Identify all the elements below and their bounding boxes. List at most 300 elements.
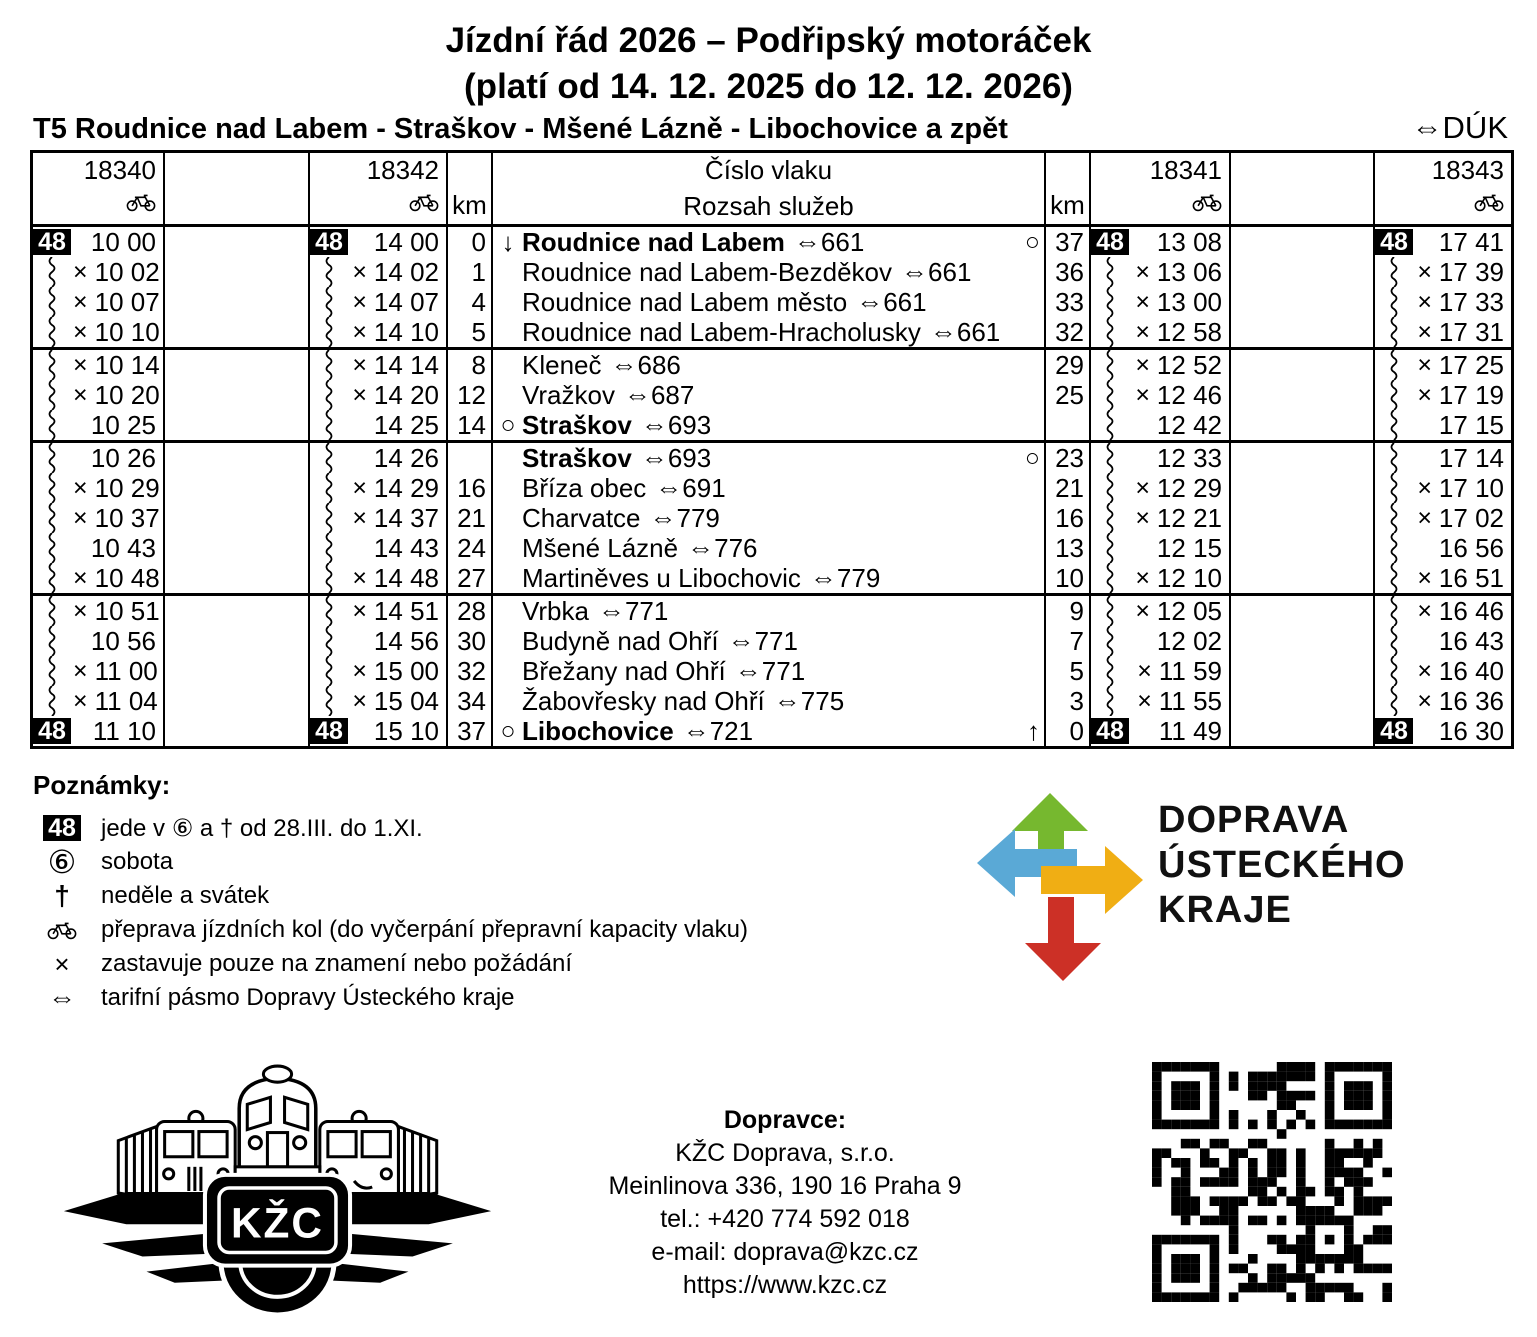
departure-time: 10 26	[90, 443, 156, 473]
row-marker-zone	[1091, 443, 1131, 473]
row-marker-zone	[33, 686, 73, 716]
note-continuation-icon	[1389, 287, 1399, 317]
train-time-cell	[33, 596, 165, 626]
time-group	[1417, 287, 1511, 317]
time-group	[1135, 596, 1229, 626]
km-header-left: km	[448, 188, 493, 224]
empty-cell	[165, 350, 310, 380]
time-group	[352, 563, 446, 593]
departure-time: 12 29	[1156, 473, 1222, 503]
note-symbol-bicycle	[33, 921, 91, 940]
km-value: 0	[1046, 716, 1091, 746]
request-stop-icon: ×	[73, 350, 88, 379]
bicycle-icon	[33, 188, 165, 224]
departure-time: 13 00	[1156, 287, 1222, 317]
duk-logo	[1158, 798, 1406, 933]
request-stop-icon: ×	[352, 287, 367, 316]
km-value: 5	[448, 317, 493, 347]
time-group	[91, 533, 163, 563]
empty-cell	[1231, 443, 1375, 473]
departure-time: 16 36	[1438, 686, 1504, 716]
empty-cell	[1231, 380, 1375, 410]
train-time-cell	[1375, 257, 1511, 287]
note-continuation-icon	[324, 503, 334, 533]
station-cell	[493, 563, 1046, 593]
tariff-zone-icon: ⇔	[773, 686, 801, 716]
request-stop-icon: ×	[1417, 503, 1432, 532]
time-group	[1157, 227, 1229, 257]
km-value: 12	[448, 380, 493, 410]
empty-cell	[1231, 287, 1375, 317]
departure-time: 10 43	[90, 533, 156, 563]
time-group	[73, 656, 165, 686]
empty-cell	[165, 686, 310, 716]
request-stop-icon: ×	[73, 563, 88, 592]
empty-cell	[1231, 563, 1375, 593]
train-time-cell	[33, 473, 165, 503]
time-group	[91, 410, 163, 440]
note-continuation-icon	[1105, 686, 1115, 716]
train-time-cell	[1091, 443, 1231, 473]
time-group	[1135, 257, 1229, 287]
row-marker-zone	[310, 533, 350, 563]
train-number-18341: 18341	[1091, 153, 1231, 188]
departure-time: 14 25	[373, 410, 439, 440]
time-group	[374, 533, 446, 563]
station-name: Břežany nad Ohří	[522, 656, 726, 686]
row-marker-zone	[1375, 626, 1415, 656]
km-value: 8	[448, 350, 493, 380]
empty-cell	[1231, 350, 1375, 380]
departure-time: 14 20	[373, 380, 439, 410]
departure-time: 10 02	[94, 257, 160, 287]
row-marker-zone	[310, 503, 350, 533]
train-number-18340: 18340	[33, 153, 165, 188]
station-cell	[493, 257, 1046, 287]
tariff-zone-label: ⇔776	[687, 533, 758, 563]
km-value: 37	[1046, 227, 1091, 257]
train-time-cell	[1375, 410, 1511, 440]
departure-time: 10 51	[94, 596, 160, 626]
departure-time: 12 10	[1156, 563, 1222, 593]
row-marker-zone	[33, 257, 73, 287]
row-marker-zone	[33, 227, 73, 257]
request-stop-icon: ×	[1417, 287, 1432, 316]
tariff-zone-icon: ⇔	[597, 596, 625, 626]
row-marker-zone	[310, 473, 350, 503]
row-marker-zone	[1091, 626, 1131, 656]
km-value: 3	[1046, 686, 1091, 716]
departure-time: 14 14	[373, 350, 439, 380]
row-marker-zone	[1375, 716, 1415, 746]
table-row	[33, 257, 1511, 287]
note-item	[33, 811, 748, 845]
dagger-icon: †	[54, 880, 70, 911]
timetable	[30, 150, 1514, 749]
note-continuation-icon	[324, 656, 334, 686]
station-name: Vrbka	[522, 596, 589, 626]
note-continuation-icon	[324, 473, 334, 503]
note-continuation-icon	[1389, 563, 1399, 593]
row-marker-zone	[1091, 716, 1131, 746]
request-stop-icon: ×	[1417, 563, 1432, 592]
time-group	[73, 503, 165, 533]
duk-tariff-tag	[1412, 110, 1508, 146]
departure-time: 14 37	[373, 503, 439, 533]
request-stop-icon: ×	[73, 287, 88, 316]
duk-tag-label: DÚK	[1442, 110, 1508, 145]
row-marker-zone	[1091, 350, 1131, 380]
tariff-zone-icon: ⇔	[640, 410, 668, 440]
empty-cell	[165, 656, 310, 686]
request-stop-icon: ×	[1417, 596, 1432, 625]
note-text: jede v ⑥ a † od 28.III. do 1.XI.	[101, 814, 423, 842]
note-symbol-circle-6	[33, 843, 91, 881]
time-group	[352, 380, 446, 410]
empty-cell	[1231, 686, 1375, 716]
departure-time: 14 00	[373, 227, 439, 257]
bicycle-icon	[409, 193, 439, 212]
note-symbol-dagger	[33, 880, 91, 912]
time-group	[1417, 257, 1511, 287]
km-value: 16	[1046, 503, 1091, 533]
tariff-zone-icon: ⇔	[687, 533, 715, 563]
tariff-zone-label: ⇔661	[901, 257, 972, 287]
request-stop-icon: ×	[1135, 317, 1150, 346]
departure-time: 15 04	[373, 686, 439, 716]
row-marker-zone	[310, 596, 350, 626]
train-time-cell	[33, 503, 165, 533]
km-value: 32	[1046, 317, 1091, 347]
km-value: 7	[1046, 626, 1091, 656]
row-marker-zone	[1375, 317, 1415, 347]
time-group	[1439, 626, 1511, 656]
note-continuation-icon	[47, 350, 57, 380]
station-cell	[493, 503, 1046, 533]
station-name: Roudnice nad Labem město	[522, 287, 848, 317]
time-group	[1417, 596, 1511, 626]
station-cell	[493, 686, 1046, 716]
note-continuation-icon	[47, 563, 57, 593]
time-group	[1439, 533, 1511, 563]
empty-column	[165, 153, 310, 188]
note-continuation-icon	[1105, 257, 1115, 287]
km-column-header	[448, 153, 493, 188]
note-item	[33, 845, 748, 879]
empty-cell	[165, 287, 310, 317]
row-marker-zone	[33, 656, 73, 686]
train-time-cell	[33, 287, 165, 317]
row-marker-zone	[33, 503, 73, 533]
request-stop-icon: ×	[73, 686, 88, 715]
train-time-cell	[1091, 563, 1231, 593]
train-time-cell	[1091, 380, 1231, 410]
departure-time: 12 15	[1156, 533, 1222, 563]
train-time-cell	[1091, 473, 1231, 503]
train-time-cell	[310, 257, 448, 287]
departure-time: 15 10	[373, 716, 439, 746]
row-marker-zone	[1375, 533, 1415, 563]
table-row	[33, 227, 1511, 257]
tariff-zone-label: ⇔779	[809, 563, 881, 593]
km-value: 14	[448, 410, 493, 440]
request-stop-icon: ×	[1135, 563, 1150, 592]
station-cell	[493, 596, 1046, 626]
station-cell	[493, 350, 1046, 380]
tariff-zone-label: ⇔687	[623, 380, 695, 410]
time-group	[1439, 227, 1511, 257]
km-value: 16	[448, 473, 493, 503]
empty-cell	[165, 317, 310, 347]
tariff-zone-icon: ⇔	[793, 227, 821, 257]
tariff-zone-icon: ⇔	[929, 317, 957, 347]
circle-icon: ○	[1024, 443, 1040, 472]
time-group	[1417, 473, 1511, 503]
row-marker-zone	[310, 626, 350, 656]
note-text: tarifní pásmo Dopravy Ústeckého kraje	[101, 984, 515, 1011]
route-title: T5 Roudnice nad Labem - Straškov - Mšené Lázně - Libochovice a zpět	[33, 113, 1008, 145]
request-stop-icon: ×	[1137, 656, 1152, 685]
time-group	[374, 626, 446, 656]
departure-time: 10 56	[90, 626, 156, 656]
train-time-cell	[33, 443, 165, 473]
station-cell	[493, 410, 1046, 440]
carrier-address: Meinlinova 336, 190 16 Praha 9	[608, 1172, 962, 1200]
row-marker-zone	[33, 716, 73, 746]
train-time-cell	[1375, 503, 1511, 533]
time-group	[91, 227, 163, 257]
tariff-zone-label: ⇔771	[597, 596, 669, 626]
note-continuation-icon	[324, 380, 334, 410]
time-group	[352, 503, 446, 533]
request-stop-icon: ×	[352, 473, 367, 502]
empty-cell	[165, 596, 310, 626]
departure-time: 11 59	[1158, 656, 1222, 686]
time-group	[1135, 350, 1229, 380]
departure-time: 10 07	[94, 287, 160, 317]
empty-cell	[1231, 227, 1375, 257]
time-group	[73, 473, 165, 503]
request-stop-icon: ×	[352, 257, 367, 286]
row-marker-zone	[33, 626, 73, 656]
note-continuation-icon	[1389, 503, 1399, 533]
tariff-zone-label: ⇔661	[793, 227, 865, 257]
train-time-cell	[1091, 503, 1231, 533]
empty-cell	[1231, 503, 1375, 533]
train-number-18342: 18342	[310, 153, 448, 188]
row-marker-zone	[1375, 503, 1415, 533]
km-value: 24	[448, 533, 493, 563]
table-row	[33, 656, 1511, 686]
km-value: 36	[1046, 257, 1091, 287]
train-time-cell	[33, 563, 165, 593]
station-cell	[493, 716, 1046, 746]
row-marker-zone	[1375, 287, 1415, 317]
request-stop-icon: ×	[1135, 473, 1150, 502]
notes-heading: Poznámky:	[33, 770, 171, 800]
departure-time: 10 10	[94, 317, 160, 347]
note-continuation-icon	[324, 686, 334, 716]
train-time-cell	[33, 257, 165, 287]
time-group	[374, 716, 446, 746]
departure-time: 16 46	[1438, 596, 1504, 626]
train-time-cell	[310, 227, 448, 257]
note-continuation-icon	[1105, 563, 1115, 593]
departure-time: 15 00	[373, 656, 439, 686]
table-header-row-1	[33, 153, 1511, 188]
train-time-cell	[310, 443, 448, 473]
empty-cell	[165, 473, 310, 503]
page-subtitle: (platí od 14. 12. 2025 do 12. 12. 2026)	[464, 67, 1073, 106]
note-continuation-icon	[1389, 656, 1399, 686]
station-name: Kleneč	[522, 350, 602, 380]
request-stop-icon: ×	[1417, 350, 1432, 379]
note-continuation-icon	[324, 626, 334, 656]
time-group	[374, 410, 446, 440]
train-time-cell	[310, 473, 448, 503]
tariff-zone-label: ⇔693	[640, 443, 712, 473]
page-title: Jízdní řád 2026 – Podřipský motoráček	[445, 21, 1092, 60]
train-time-cell	[1375, 626, 1511, 656]
carrier-block	[485, 1104, 1085, 1302]
departure-time: 10 14	[94, 350, 160, 380]
train-time-cell	[310, 626, 448, 656]
empty-column	[165, 188, 310, 224]
train-time-cell	[1375, 350, 1511, 380]
tariff-zone-label: ⇔771	[734, 656, 806, 686]
departure-time: 12 46	[1156, 380, 1222, 410]
row-marker-zone	[1091, 656, 1131, 686]
table-row	[33, 443, 1511, 473]
empty-cell	[165, 443, 310, 473]
station-name: Žabovřesky nad Ohří	[522, 686, 765, 716]
up-arrow-icon: ↑	[1027, 716, 1040, 746]
tariff-zone-icon: ⇔	[727, 626, 755, 656]
station-name: Martiněves u Libochovic	[522, 563, 801, 593]
train-time-cell	[310, 533, 448, 563]
train-time-cell	[1091, 656, 1231, 686]
note-continuation-icon	[1389, 533, 1399, 563]
time-group	[1159, 716, 1229, 746]
note-continuation-icon	[1389, 596, 1399, 626]
time-group	[1439, 410, 1511, 440]
departure-time: 14 07	[373, 287, 439, 317]
time-group	[91, 443, 163, 473]
request-stop-icon: ×	[352, 563, 367, 592]
note-continuation-icon	[1389, 443, 1399, 473]
note-48-badge: 48	[1375, 229, 1413, 255]
kzc-logo	[55, 1058, 500, 1325]
train-time-cell	[1091, 227, 1231, 257]
tariff-zone-label: ⇔691	[655, 473, 726, 503]
row-marker-zone	[1375, 380, 1415, 410]
km-value: 10	[1046, 563, 1091, 593]
note-continuation-icon	[47, 596, 57, 626]
row-marker-zone	[33, 596, 73, 626]
km-value: 21	[448, 503, 493, 533]
km-value: 28	[448, 596, 493, 626]
note-continuation-icon	[1105, 473, 1115, 503]
tariff-zone-icon: ⇔	[901, 257, 929, 287]
train-time-cell	[310, 716, 448, 746]
row-marker-zone	[310, 317, 350, 347]
tariff-zone-label: ⇔693	[640, 410, 712, 440]
table-row	[33, 410, 1511, 440]
station-cell	[493, 317, 1046, 347]
departure-time: 10 37	[94, 503, 160, 533]
km-value: 27	[448, 563, 493, 593]
row-marker-zone	[1375, 563, 1415, 593]
note-continuation-icon	[1105, 596, 1115, 626]
request-stop-icon: ×	[54, 948, 70, 979]
note-continuation-icon	[1105, 410, 1115, 440]
row-marker-zone	[33, 563, 73, 593]
note-continuation-icon	[1105, 533, 1115, 563]
time-group	[1135, 503, 1229, 533]
note-48-badge: 48	[1375, 718, 1413, 744]
timetable-body	[33, 227, 1511, 746]
empty-cell	[1231, 716, 1375, 746]
time-group	[1417, 563, 1511, 593]
train-time-cell	[310, 350, 448, 380]
tariff-zone-icon: ⇔	[1411, 110, 1443, 145]
notes-list	[33, 811, 748, 1015]
request-stop-icon: ×	[1417, 257, 1432, 286]
note-continuation-icon	[324, 257, 334, 287]
note-continuation-icon	[324, 317, 334, 347]
time-group	[352, 350, 446, 380]
time-group	[1157, 443, 1229, 473]
time-group	[73, 350, 165, 380]
time-group	[1135, 287, 1229, 317]
train-time-cell	[33, 380, 165, 410]
note-48-badge: 48	[1091, 229, 1129, 255]
km-value: 32	[448, 656, 493, 686]
time-group	[352, 656, 446, 686]
departure-time: 17 02	[1438, 503, 1504, 533]
note-continuation-icon	[1389, 410, 1399, 440]
service-range-label: Rozsah služeb	[493, 188, 1046, 224]
train-time-cell	[310, 317, 448, 347]
request-stop-icon: ×	[73, 380, 88, 409]
km-value: 30	[448, 626, 493, 656]
departure-time: 17 14	[1438, 443, 1504, 473]
empty-column	[1231, 153, 1375, 188]
bicycle-icon	[126, 193, 156, 212]
request-stop-icon: ×	[1135, 596, 1150, 625]
empty-cell	[165, 533, 310, 563]
empty-cell	[165, 380, 310, 410]
train-time-cell	[310, 563, 448, 593]
note-continuation-icon	[1105, 443, 1115, 473]
row-marker-zone	[1091, 227, 1131, 257]
bicycle-icon	[1375, 188, 1511, 224]
km-value: 37	[448, 716, 493, 746]
request-stop-icon: ×	[1417, 473, 1432, 502]
row-marker-zone	[310, 656, 350, 686]
row-marker-zone	[1091, 287, 1131, 317]
down-arrow-icon: ↓	[501, 227, 515, 257]
train-time-cell	[310, 503, 448, 533]
train-time-cell	[1091, 533, 1231, 563]
note-continuation-icon	[1105, 287, 1115, 317]
time-group	[73, 380, 165, 410]
note-continuation-icon	[324, 443, 334, 473]
note-symbol-request-stop	[33, 949, 91, 980]
empty-cell	[1231, 533, 1375, 563]
station-cell	[493, 626, 1046, 656]
empty-cell	[165, 716, 310, 746]
